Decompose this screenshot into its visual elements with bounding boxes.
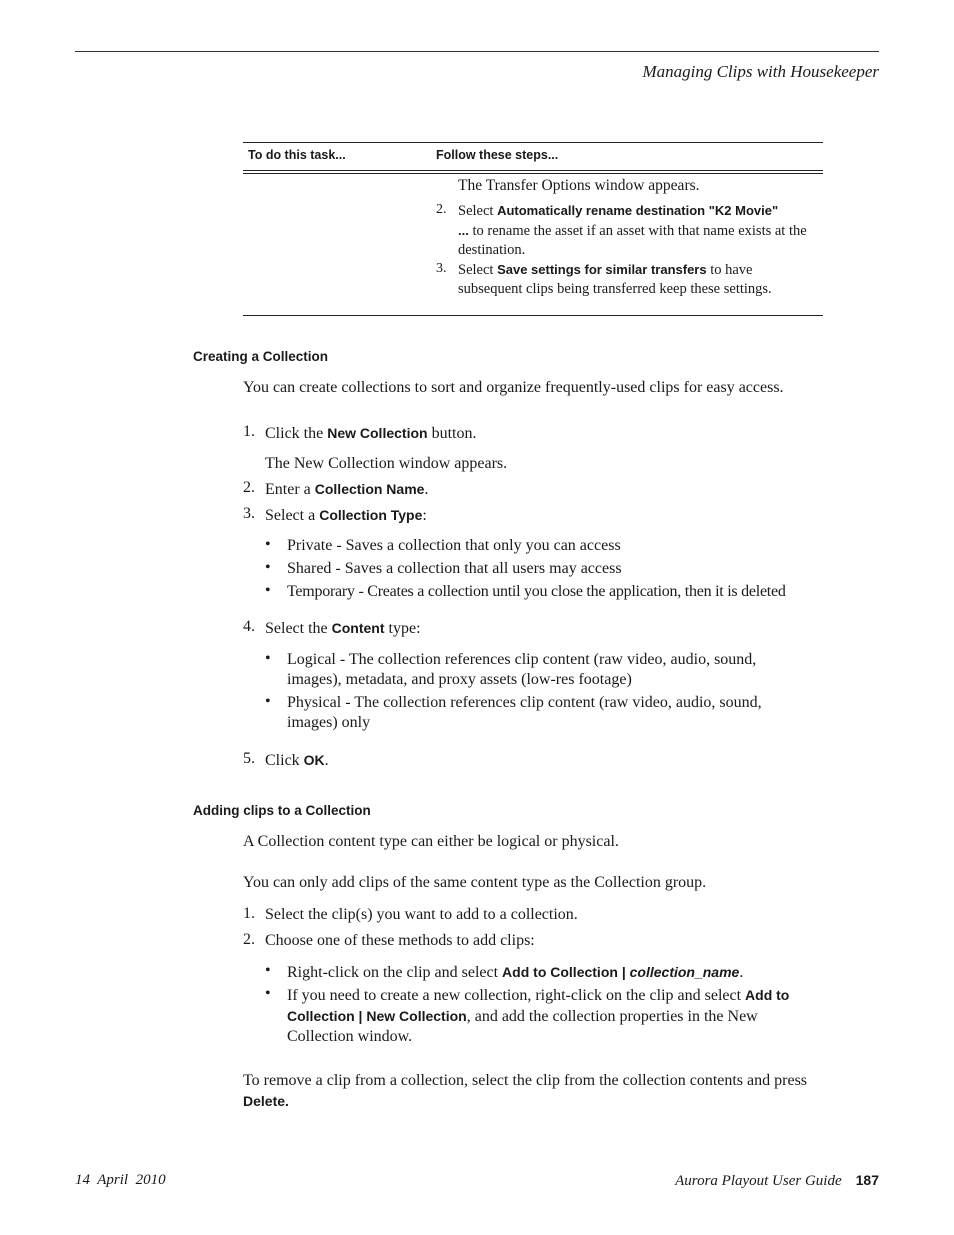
table-col2-header: Follow these steps... (436, 148, 559, 162)
s1-step4-text: Select the Content type: (265, 620, 421, 637)
table-step2-text: Select Automatically rename destination "K2 Movie" ... to rename the asset if an asset with that name exists at the destination. (458, 203, 807, 258)
bullet-dot: • (265, 693, 271, 710)
header-rule (75, 51, 879, 52)
section-heading-creating-collection: Creating a Collection (193, 349, 329, 364)
table-top-rule (243, 142, 823, 143)
table-step3-num: 3. (436, 261, 447, 276)
s1-step1-num: 1. (243, 423, 255, 440)
footer-guide-page (675, 1172, 879, 1190)
footer-date: 14 April 2010 (75, 1172, 166, 1188)
table-bottom-rule (243, 315, 823, 316)
table-header-rule-2 (243, 173, 823, 174)
s1-step5-text: Click OK. (265, 752, 329, 769)
table-col1-header: To do this task... (248, 148, 346, 162)
bullet-dot: • (265, 962, 271, 979)
table-step2-num: 2. (436, 202, 447, 217)
s1-step3-num: 3. (243, 505, 255, 522)
s2-step2-text: Choose one of these methods to add clips: (265, 932, 535, 949)
page-number: 187 (855, 1172, 879, 1188)
option-auto-rename: Automatically rename destination "K2 Movie" (497, 203, 779, 218)
list-item: Logical - The collection references clip content (raw video, audio, sound, images), metadata, and proxy assets (low-res footage) (287, 651, 757, 688)
s1-step5-num: 5. (243, 750, 255, 767)
section-heading-adding-clips: Adding clips to a Collection (193, 803, 371, 818)
method-new-collection: If you need to create a new collection, right-click on the clip and select Add to Collection | New Collection, and add the collection properties in the New Collection window. (287, 987, 790, 1045)
s1-step2-num: 2. (243, 479, 255, 496)
s1-step3-text: Select a Collection Type: (265, 507, 427, 524)
method-right-click: Right-click on the clip and select Add to Collection | collection_name. (287, 964, 744, 981)
table-header-rule (243, 170, 823, 171)
s2-step1-num: 1. (243, 905, 255, 922)
table-cont-line: The Transfer Options window appears. (458, 177, 700, 194)
bullet-dot: • (265, 582, 271, 599)
list-item: Physical - The collection references clip content (raw video, audio, sound, images) only (287, 694, 762, 731)
s2-step2-num: 2. (243, 931, 255, 948)
running-title: Managing Clips with Housekeeper (642, 62, 879, 81)
s1-step2-text: Enter a Collection Name. (265, 481, 429, 498)
s1-step4-num: 4. (243, 618, 255, 635)
bullet-dot: • (265, 650, 271, 667)
list-item: Private - Saves a collection that only you can access (287, 537, 621, 554)
remove-clip-para: To remove a clip from a collection, select the clip from the collection contents and press Delete. (243, 1072, 808, 1109)
bullet-dot: • (265, 536, 271, 553)
table-step3-text: Select Save settings for similar transfers to have subsequent clips being transferred keep these settings. (458, 262, 772, 297)
s1-step1-note: The New Collection window appears. (265, 455, 508, 472)
s2-step1-text: Select the clip(s) you want to add to a collection. (265, 906, 578, 923)
list-item: Shared - Saves a collection that all users may access (287, 560, 622, 577)
bullet-dot: • (265, 985, 271, 1002)
list-item: Temporary - Creates a collection until you close the application, then it is deleted (287, 583, 786, 600)
section2-para1: A Collection content type can either be logical or physical. (243, 833, 619, 850)
option-save-settings: Save settings for similar transfers (497, 262, 707, 277)
footer-guide-title: Aurora Playout User Guide (675, 1173, 842, 1189)
s1-step1-text: Click the New Collection button. (265, 425, 477, 442)
section1-intro: You can create collections to sort and organize frequently-used clips for easy access. (243, 379, 784, 396)
section2-para2: You can only add clips of the same content type as the Collection group. (243, 874, 707, 891)
bullet-dot: • (265, 559, 271, 576)
